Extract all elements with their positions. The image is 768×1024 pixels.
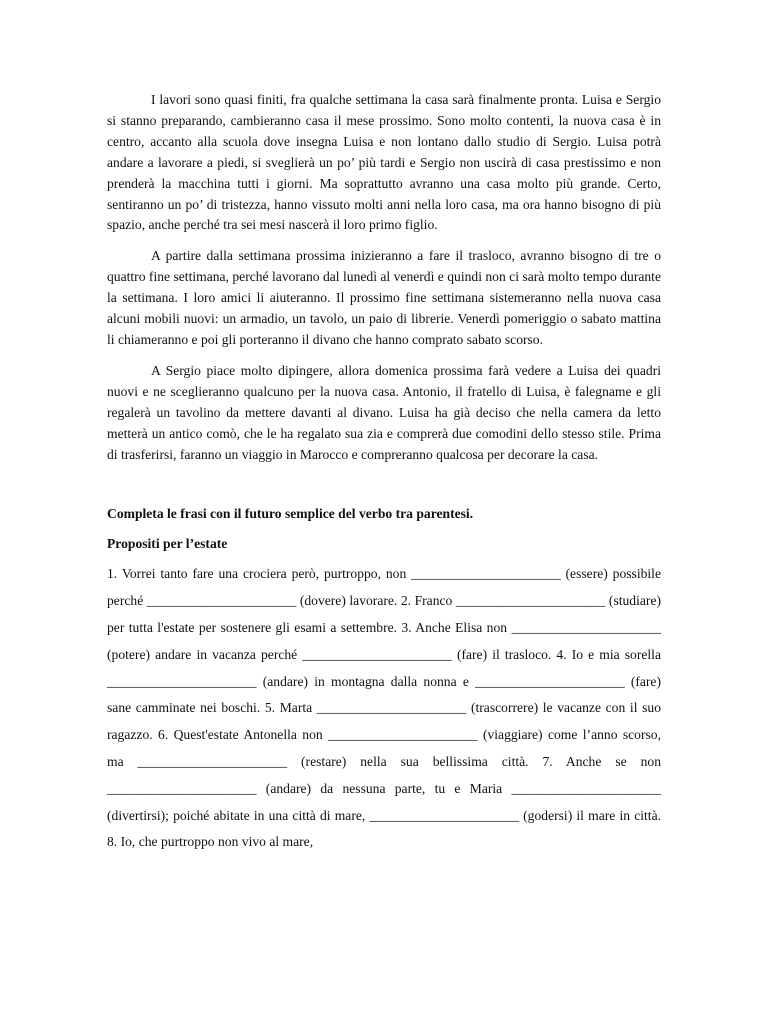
exercise-fill-in-text: 1. Vorrei tanto fare una crociera però, purtroppo, non ______________________ (essere) possibile perché ______________________ (dovere) lavorare. 2. Franco ______________________ (studiare) per tutta l'estate per sostenere gli esami a settembre. 3. Anche Elisa non ______________________ (potere) andare in vacanza perché ______________________ (fare) il trasloco. 4. Io e mia sorella ______________________ (andare) in montagna dalla nonna e ______________________ (fare) sane camminate nei boschi. 5. Marta ______________________ (trascorrere) le vacanze con il suo ragazzo. 6. Quest'estate Antonella non ______________________ (viaggiare) come l’anno scorso, ma ______________________ (restare) nella sua bellissima città. 7. Anche se non ______________________ (andare) da nessuna parte, tu e Maria ______________________ (divertirsi); poiché abitate in una città di mare, ______________________ (godersi) il mare in città. 8. Io, che purtroppo non vivo al mare,: [107, 566, 661, 850]
exercise-instruction: Completa le frasi con il futuro semplice del verbo tra parentesi.: [107, 506, 474, 522]
reading-paragraph-2: A partire dalla settimana prossima inizieranno a fare il trasloco, avranno bisogno di tre o quattro fine settimana, perché lavorano dal lunedì al venerdì e quindi non ci sarà molto tempo durante la settimana. I loro amici li aiuteranno. Il prossimo fine settimana sistemeranno nella nuova casa alcuni mobili nuovi: un armadio, un tavolo, un paio di librerie. Venerdì pomeriggio o sabato mattina li chiameranno e poi gli porteranno il divano che hanno comprato sabato scorso.: [107, 248, 661, 347]
reading-paragraph-3: A Sergio piace molto dipingere, allora domenica prossima farà vedere a Luisa dei quadri nuovi e ne sceglieranno qualcuno per la nuova casa. Antonio, il fratello di Luisa, è falegname e gli regalerà un tavolino da mettere davanti al divano. Luisa ha già deciso che nella camera da letto metterà un antico comò, che le ha regalato sua zia e comprerà due comodini dello stesso stile. Prima di trasferirsi, faranno un viaggio in Marocco e compreranno qualcosa per decorare la casa.: [107, 362, 661, 462]
exercise-subtitle: Propositi per l’estate: [107, 536, 228, 552]
reading-paragraph-1: I lavori sono quasi finiti, fra qualche settimana la casa sarà finalmente pronta. Luisa e Sergio si stanno preparando, cambieranno casa il mese prossimo. Sono molto contenti, la nuova casa è in centro, accanto alla scuola dove insegna Luisa e non lontano dallo studio di Sergio. Luisa potrà andare a lavorare a piedi, si sveglierà un po’ più tardi e Sergio non uscirà di casa prestissimo e non prenderà la macchina tutti i giorni. Ma soprattutto avranno una casa molto più grande. Certo, sentiranno un po’ di tristezza, hanno vissuto molti anni nella loro casa, ma ora hanno bisogno di più spazio, anche perché tra sei mesi nascerà il loro primo figlio.: [107, 92, 661, 233]
exercise-section: [107, 505, 661, 856]
document-page: [107, 90, 661, 856]
